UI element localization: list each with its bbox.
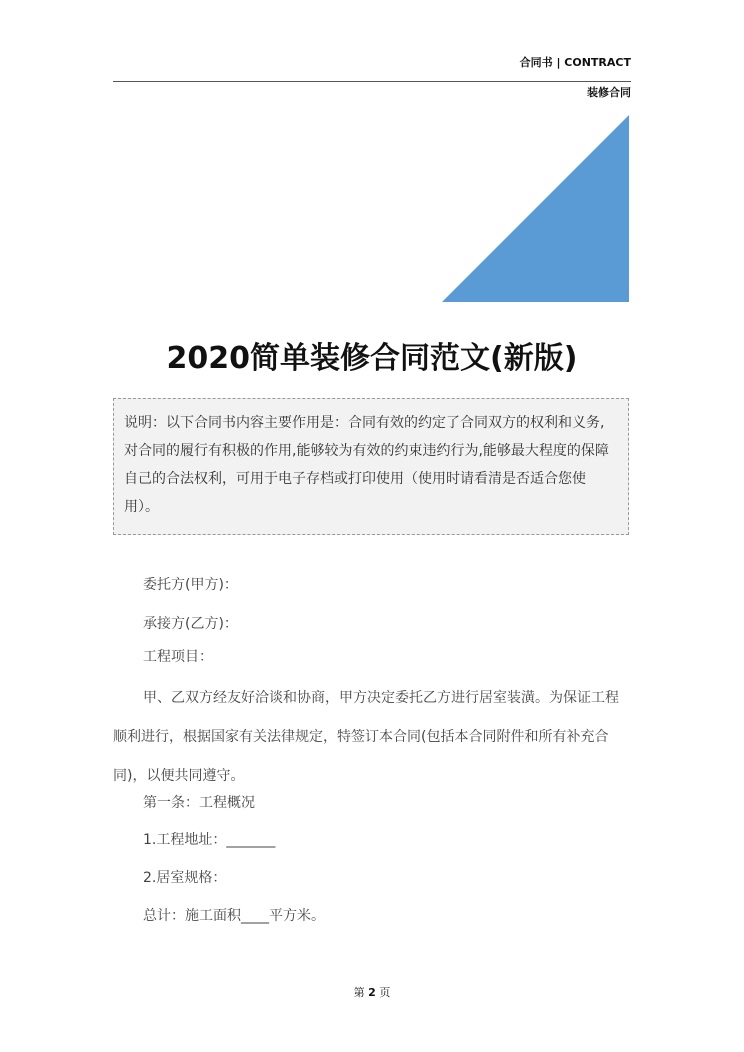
header-contract-label: 合同书 | CONTRACT [519, 56, 631, 69]
project-address: 1.工程地址：_______ [143, 832, 276, 848]
description-text: 说明：以下合同书内容主要作用是：合同有效的约定了合同双方的权利和义务,对合同的履行有积极的作用,能够较为有效的约束违约行为,能够最大程度的保障自己的合法权利，可用于电子存档或打印使用（使用时请看清是否适合您使用）。 [124, 415, 609, 515]
room-spec: 2.居室规格： [143, 870, 227, 886]
footer-prefix: 第 [353, 986, 365, 999]
triangle-shape [442, 115, 629, 302]
footer-suffix: 页 [379, 986, 391, 999]
body-paragraph: 甲、乙双方经友好洽谈和协商，甲方决定委托乙方进行居室装潢。为保证工程顺利进行，根据国家有关法律规定，特签订本合同(包括本合同附件和所有补充合同)，以便共同遵守。 [113, 690, 619, 784]
decorative-triangle [442, 115, 629, 302]
header-subtitle: 装修合同 [587, 86, 631, 99]
description-box [113, 398, 629, 535]
document-title: 2020简单装修合同范文(新版) [166, 341, 578, 376]
project-field: 工程项目： [143, 649, 213, 665]
article-heading: 第一条：工程概况 [143, 795, 255, 811]
page-number: 2 [368, 986, 376, 999]
page-footer [0, 984, 744, 1000]
total-area: 总计：施工面积____平方米。 [143, 908, 325, 924]
header-divider [113, 81, 631, 82]
contractor-field: 承接方(乙方)： [143, 616, 238, 632]
client-field: 委托方(甲方)： [143, 577, 238, 593]
